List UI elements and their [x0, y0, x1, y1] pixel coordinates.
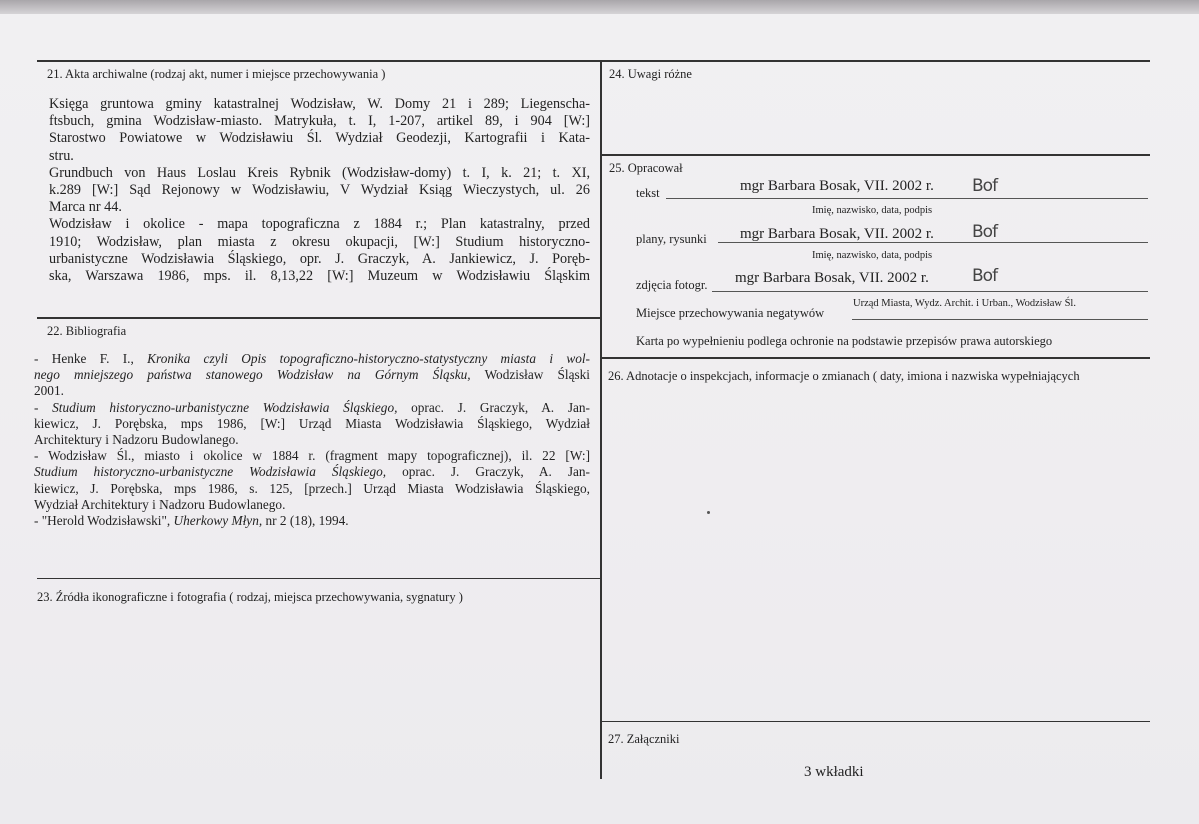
- archival-line: Grundbuch von Haus Loslau Kreis Rybnik (Wodzisław-domy) t. I, k. 21; t. XI,: [49, 164, 590, 181]
- negatywy-value: Urząd Miasta, Wydz. Archit. i Urban., Wodzisław Śl.: [853, 298, 1076, 309]
- section-22-bibliography: [34, 351, 590, 529]
- bibliography-line: Architektury i Nadzoru Budowlanego.: [34, 432, 239, 448]
- archival-line: Księga gruntowa gminy katastralnej Wodzisław, W. Domy 21 i 289; Liegenscha-: [49, 96, 590, 112]
- archival-line: Starostwo Powiatowe w Wodzisławiu Śl. Wydział Geodezji, Kartografii i Kata-: [49, 130, 590, 147]
- rule-22-23: [37, 578, 602, 579]
- negatywy-label: Miejsce przechowywania negatywów: [636, 306, 825, 320]
- bibliography-line: - Studium historyczno-urbanistyczne Wodzisławia Śląskiego, oprac. J. Graczyk, A. Jan-: [34, 399, 590, 415]
- section-21-archival-records: [49, 96, 590, 306]
- archival-line: ska, Warszawa 1986, mps. il. 8,13,22 [W:] Muzeum w Wodzisławiu Śląskim: [49, 268, 590, 285]
- copyright-note: Karta po wypełnieniu podlega ochronie na podstawie przepisów prawa autorskiego: [636, 334, 1053, 348]
- section-25-header: 25. Opracował: [609, 161, 683, 175]
- archival-line: ftsbuch, gmina Wodzisław-miasto. Matrykuła, t. I, 1-207, artikel 89, i 904 [W:]: [49, 113, 590, 130]
- section-22-header: 22. Bibliografia: [47, 324, 127, 338]
- negatywy-underline: [852, 319, 1148, 320]
- plany-label: plany, rysunki: [636, 232, 707, 246]
- plany-value: mgr Barbara Bosak, VII. 2002 r.: [740, 226, 934, 242]
- tekst-value: mgr Barbara Bosak, VII. 2002 r.: [740, 178, 934, 194]
- archival-line: urbanistyczne Wodzisławia Śląskiego, opr. J. Graczyk, A. Jankiewicz, J. Poręb-: [49, 250, 590, 267]
- bibliography-line: nego mniejszego państwa stanowego Wodzisław na Górnym Śląsku, Wodzisław Śląski: [34, 367, 590, 383]
- tekst-caption: Imię, nazwisko, data, podpis: [812, 205, 933, 216]
- bibliography-line: Wydział Architektury i Nadzoru Budowlanego.: [34, 496, 286, 512]
- vertical-divider: [600, 60, 602, 779]
- bibliography-line: - "Herold Wodzisławski", Uherkowy Młyn, nr 2 (18), 1994.: [34, 513, 349, 529]
- zdjecia-label: zdjęcia fotogr.: [636, 278, 708, 292]
- bibliography-line: kiewicz, J. Porębska, mps 1986, s. 125, [przech.] Urząd Miasta Wodzisławia Śląskiego,: [34, 480, 590, 496]
- rule-26-27: [602, 721, 1150, 722]
- rule-25-26: [602, 357, 1150, 359]
- bibliography-line: - Henke F. I., Kronika czyli Opis topograficzno-historyczno-statystyczny miasta i wol-: [34, 351, 590, 366]
- bibliography-line: kiewicz, J. Porębska, mps 1986, [W:] Urząd Miasta Wodzisławia Śląskiego, Wydział: [34, 415, 590, 431]
- top-rule-right: [602, 60, 1150, 62]
- rule-21-22: [37, 317, 602, 319]
- tekst-underline: [666, 198, 1148, 199]
- tekst-label: tekst: [636, 186, 660, 200]
- section-21-header: 21. Akta archiwalne (rodzaj akt, numer i miejsce przechowywania ): [47, 67, 386, 81]
- zdjecia-underline: [712, 291, 1148, 292]
- top-rule-left: [37, 60, 602, 62]
- rule-24-25: [602, 154, 1150, 156]
- signature: Bof: [972, 222, 998, 242]
- plany-caption: Imię, nazwisko, data, podpis: [812, 250, 933, 261]
- zdjecia-value: mgr Barbara Bosak, VII. 2002 r.: [735, 270, 929, 286]
- signature: Bof: [972, 176, 998, 196]
- section-23-header: 23. Źródła ikonograficzne i fotografia ( rodzaj, miejsca przechowywania, sygnatury ): [37, 590, 463, 604]
- archival-line: Marca nr 44.: [49, 199, 122, 216]
- section-27-header: 27. Załączniki: [608, 732, 680, 746]
- section-24-header: 24. Uwagi różne: [609, 67, 692, 81]
- bibliography-line: 2001.: [34, 383, 64, 399]
- scan-edge: [0, 0, 1199, 14]
- archival-line: Wodzisław i okolice - mapa topograficzna z 1884 r.; Plan katastralny, przed: [49, 216, 590, 233]
- archival-line: k.289 [W:] Sąd Rejonowy w Wodzisławiu, V Wydział Ksiąg Wieczystych, ul. 26: [49, 182, 590, 199]
- bibliography-line: Studium historyczno-urbanistyczne Wodzisławia Śląskiego, oprac. J. Graczyk, A. Jan-: [34, 464, 590, 480]
- section-26-header: 26. Adnotacje o inspekcjach, informacje o zmianach ( daty, imiona i nazwiska wypełniających: [608, 369, 1080, 383]
- archival-line: stru.: [49, 147, 74, 164]
- archival-line: 1910; Wodzisław, plan miasta z okresu okupacji, [W:] Studium historyczno-: [49, 233, 590, 250]
- ink-speck: [707, 511, 710, 514]
- bibliography-line: - Wodzisław Śl., miasto i okolice w 1884 r. (fragment mapy topograficznej), il. 22 [W:]: [34, 448, 590, 464]
- signature: Bof: [972, 266, 998, 286]
- attachments-value: 3 wkładki: [804, 764, 864, 780]
